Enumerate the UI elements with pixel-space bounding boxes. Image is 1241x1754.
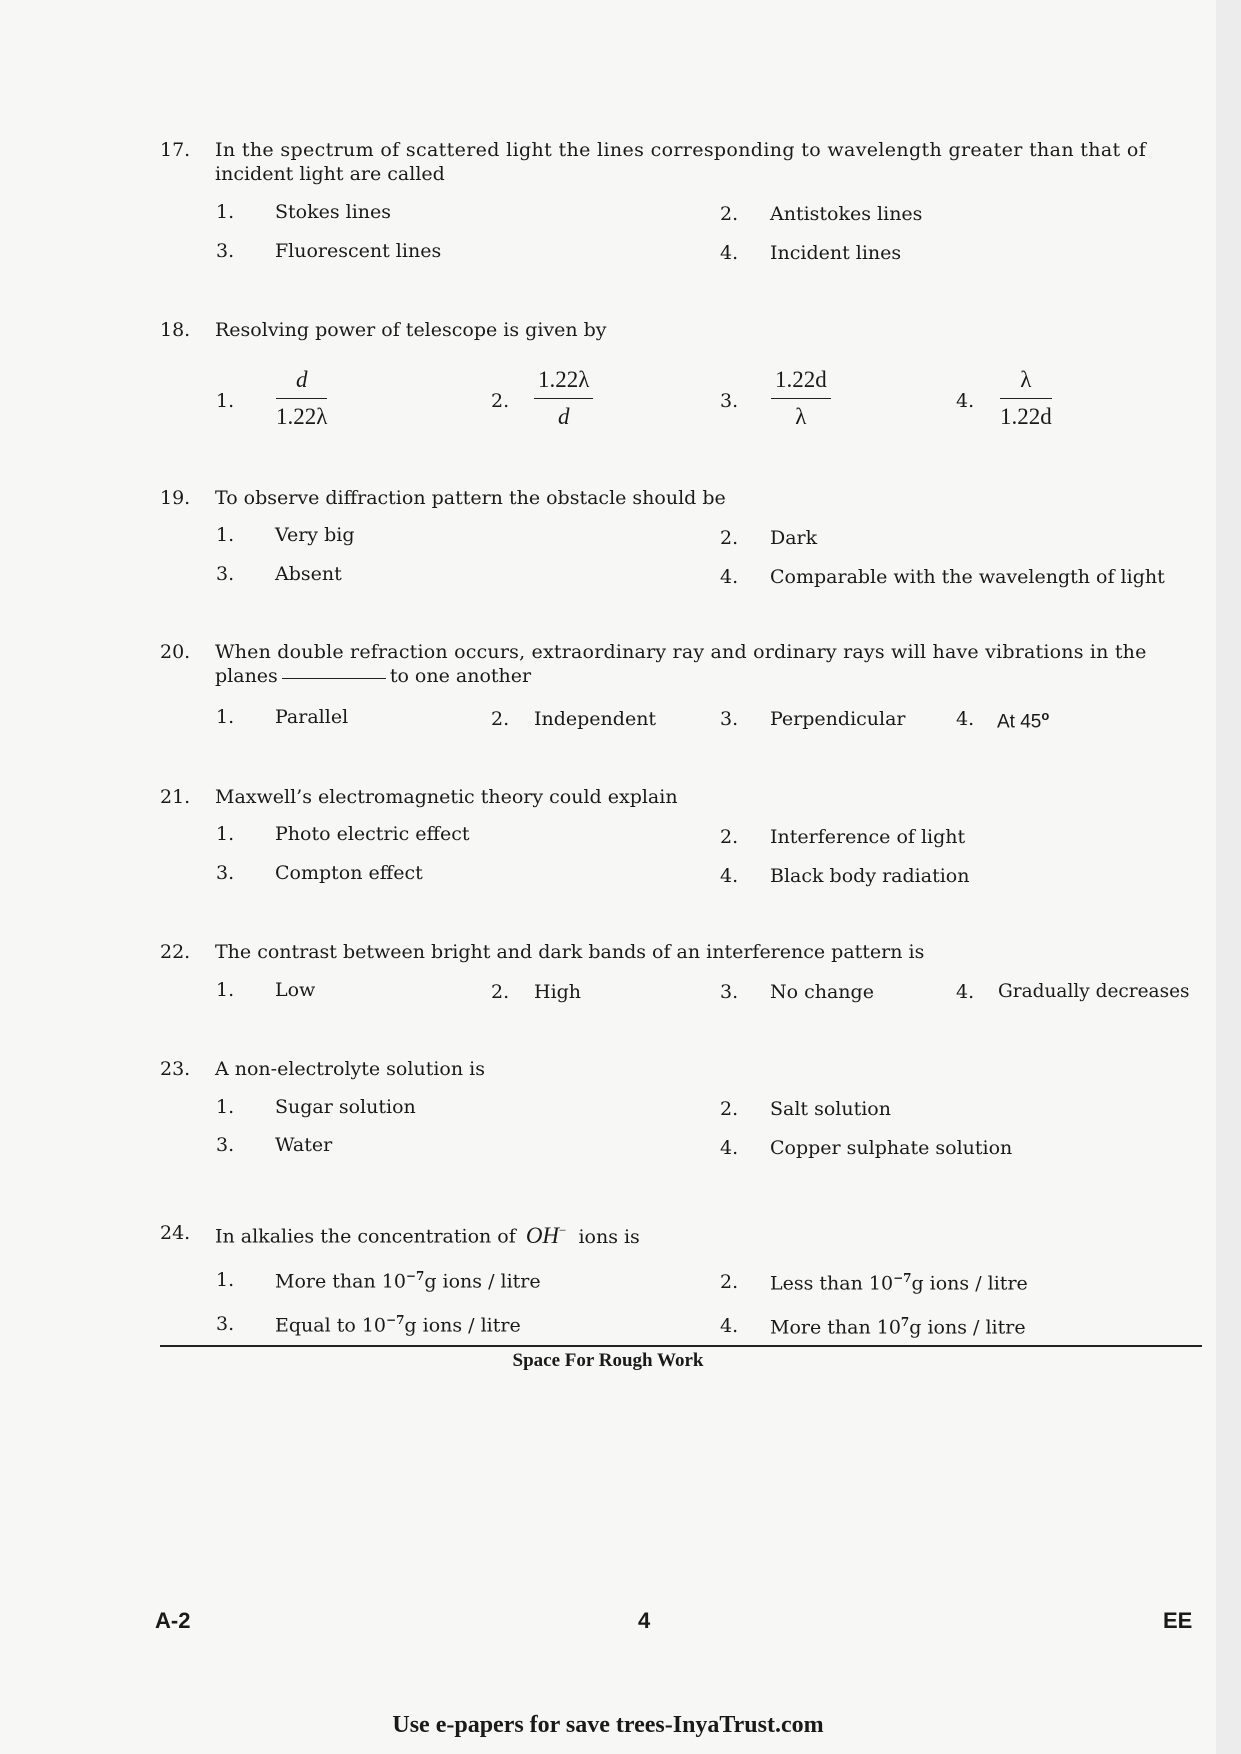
option-text: No change (770, 981, 874, 1003)
option-text: Perpendicular (770, 708, 906, 730)
option-text: Interference of light (770, 826, 966, 848)
option-text-part: Less than 10 (770, 1272, 894, 1295)
option-number: 2. (720, 826, 739, 848)
option-number: 4. (720, 1315, 739, 1337)
question-number: 23. (160, 1058, 191, 1080)
question-text: To observe diffraction pattern the obstacle should be (215, 487, 726, 509)
option-text: Salt solution (770, 1098, 891, 1120)
ion-charge: − (559, 1222, 567, 1237)
option-text: Photo electric effect (275, 823, 470, 845)
question-number: 24. (160, 1222, 191, 1244)
option-number: 4. (720, 1137, 739, 1159)
question-text-part: ions is (578, 1225, 640, 1248)
option-text-part: At 45 (997, 711, 1042, 733)
option-number: 1. (216, 1269, 235, 1291)
question-text: Resolving power of telescope is given by (215, 319, 607, 341)
option-number: 1. (216, 201, 235, 223)
formula-fraction (771, 365, 831, 432)
option-text (770, 1315, 1026, 1338)
question-text: Maxwell’s electromagnetic theory could explain (215, 786, 678, 808)
question-number: 21. (160, 786, 191, 808)
option-number: 4. (956, 981, 975, 1003)
option-number: 2. (720, 1098, 739, 1120)
question-number: 22. (160, 941, 191, 963)
paper-code: A-2 (155, 1608, 191, 1633)
page-number: 4 (638, 1608, 651, 1633)
option-number: 1. (216, 524, 235, 546)
degree-symbol: o (1041, 708, 1050, 723)
option-text: Gradually decreases (998, 981, 1190, 1002)
option-number: 2. (491, 981, 510, 1003)
option-text (275, 1313, 521, 1336)
option-text: Stokes lines (275, 201, 392, 223)
question-text-part: In alkalies the concentration of (215, 1225, 516, 1248)
formula-denominator: λ (795, 404, 807, 429)
option-text: Black body radiation (770, 865, 970, 887)
formula-numerator: 1.22d (771, 365, 831, 399)
rough-work-heading: Space For Rough Work (512, 1350, 704, 1371)
question-text-part: to one another (389, 665, 532, 687)
option-text-part: g ions / litre (404, 1314, 521, 1337)
question-number: 20. (160, 641, 191, 663)
option-text (275, 1269, 541, 1292)
question-text: The contrast between bright and dark bands of an interference pattern is (215, 941, 925, 963)
option-text: Parallel (275, 706, 349, 728)
formula-fraction (276, 365, 327, 432)
option-number: 2. (720, 527, 739, 549)
option-number: 1. (216, 706, 235, 728)
option-text-part: g ions / litre (911, 1272, 1028, 1295)
formula-fraction (534, 365, 593, 432)
exponent: −7 (405, 1269, 425, 1283)
option-number: 3. (720, 708, 739, 730)
formula-fraction (1000, 365, 1052, 432)
subject-code: EE (1163, 1608, 1193, 1633)
option-text: High (534, 981, 582, 1003)
option-number: 3. (216, 1134, 235, 1156)
option-text-part: Equal to 10 (275, 1314, 387, 1337)
option-text: Antistokes lines (770, 203, 923, 225)
option-number: 2. (491, 708, 510, 730)
option-number: 4. (720, 865, 739, 887)
option-number: 3. (720, 981, 739, 1003)
option-text-part: More than 10 (770, 1316, 901, 1339)
option-text: Incident lines (770, 242, 902, 264)
formula-numerator: d (276, 365, 327, 399)
option-text: Comparable with the wavelength of light (770, 566, 1165, 588)
option-number: 3. (720, 390, 739, 412)
formula-denominator: d (557, 404, 570, 429)
formula-denominator: 1.22d (1000, 404, 1052, 429)
option-text: Copper sulphate solution (770, 1137, 1013, 1159)
option-text: Dark (770, 527, 818, 549)
formula-numerator: 1.22λ (534, 365, 593, 399)
option-text (997, 708, 1049, 733)
question-number: 18. (160, 319, 191, 341)
option-number: 3. (216, 862, 235, 884)
option-number: 2. (720, 203, 739, 225)
question-text: incident light are called (215, 163, 445, 185)
option-text: Low (275, 979, 316, 1001)
question-text: In the spectrum of scattered light the lines corresponding to wavelength greater than that of (215, 139, 1147, 161)
option-number: 2. (491, 390, 510, 412)
exponent: −7 (386, 1313, 405, 1327)
divider (160, 1345, 1202, 1347)
option-text-part: g ions / litre (909, 1316, 1026, 1339)
question-text-line2 (215, 665, 531, 687)
option-number: 2. (720, 1271, 739, 1293)
option-text (770, 1271, 1028, 1294)
exponent: 7 (900, 1315, 910, 1329)
option-number: 3. (216, 1313, 235, 1335)
option-number: 1. (216, 823, 235, 845)
question-text: A non-electrolyte solution is (215, 1058, 485, 1080)
ion-formula: OH (525, 1222, 560, 1248)
option-number: 4. (956, 390, 975, 412)
question-text: When double refraction occurs, extraordinary ray and ordinary rays will have vibrations in the (215, 641, 1147, 663)
option-number: 3. (216, 563, 235, 585)
formula-denominator: 1.22λ (276, 404, 328, 429)
hydroxide-ion (526, 1223, 567, 1248)
exponent: −7 (893, 1271, 912, 1285)
option-number: 1. (216, 1096, 235, 1118)
option-text: Fluorescent lines (275, 240, 442, 262)
option-text: Sugar solution (275, 1096, 416, 1118)
option-text: Very big (275, 524, 355, 546)
option-number: 4. (956, 708, 975, 730)
option-number: 4. (720, 566, 739, 588)
question-number: 17. (160, 139, 191, 161)
option-number: 1. (216, 979, 235, 1001)
option-text: Independent (534, 708, 657, 730)
question-text (215, 1222, 640, 1249)
question-number: 19. (160, 487, 191, 509)
fill-in-blank (282, 678, 386, 679)
option-number: 3. (216, 240, 235, 262)
option-text: Absent (275, 563, 342, 585)
option-number: 1. (216, 390, 235, 412)
option-text: Compton effect (275, 862, 423, 884)
option-text-part: More than 10 (275, 1270, 406, 1293)
option-text: Water (275, 1134, 333, 1156)
footer-banner: Use e-papers for save trees-InyaTrust.com (392, 1712, 824, 1738)
question-text-part: planes (215, 665, 278, 687)
option-number: 4. (720, 242, 739, 264)
option-text-part: g ions / litre (424, 1270, 541, 1293)
formula-numerator: λ (1000, 365, 1052, 399)
